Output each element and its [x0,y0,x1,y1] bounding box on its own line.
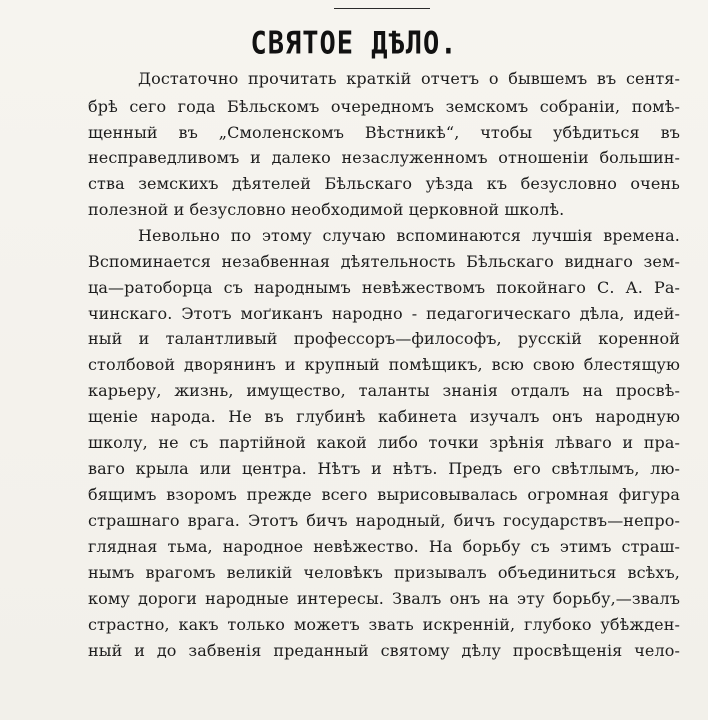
paragraph-2-line-15: кому дороги народные интересы. Звалъ онъ на эту борьбу,—звалъ [88,589,680,608]
paragraph-2-line-3: ца—ратоборца съ народнымъ невѣжествомъ покойнаго С. А. Ра- [88,278,680,297]
paragraph-2-line-9: школу, не съ партійной какой либо точки зрѣнія лѣваго и пра- [88,433,680,452]
paragraph-1-line-3: щенный въ „Смоленскомъ Вѣстникѣ“, чтобы убѣдиться въ [88,123,680,142]
top-rule-divider [334,8,430,9]
paragraph-2-line-8: щеніе народа. Не въ глубинѣ кабинета изучалъ онъ народную [88,407,680,426]
paragraph-2-line-11: бящимъ взоромъ прежде всего вырисовывалась огромная фигура [88,485,680,504]
paragraph-2-line-4: чинскаго. Этотъ моґиканъ народно - педагогическаго дѣла, идей- [88,304,680,323]
paragraph-2-line-6: столбовой дворянинъ и крупный помѣщикъ, всю свою блестящую [88,355,680,374]
paragraph-1-line-4: несправедливомъ и далеко незаслуженномъ отношеніи большин- [88,148,680,167]
paragraph-2-line-14: нымъ врагомъ великій человѣкъ призывалъ объединиться всѣхъ, [88,563,680,582]
paragraph-2-line-17: ный и до забвенія преданный святому дѣлу просвѣщенія чело- [88,641,680,660]
paragraph-1-line-5: ства земскихъ дѣятелей Бѣльскаго уѣзда къ безусловно очень [88,174,680,193]
paragraph-2-line-16: страстно, какъ только можетъ звать искренній, глубоко убѣжден- [88,615,680,634]
paragraph-1-line-6: полезной и безусловно необходимой церковной школѣ. [88,200,565,219]
paragraph-2-line-2: Вспоминается незабвенная дѣятельность Бѣльскаго виднаго зем- [88,252,680,271]
paragraph-2-line-10: ваго крыла или центра. Нѣтъ и нѣтъ. Предъ его свѣтлымъ, лю- [88,459,680,478]
paragraph-2-line-12: страшнаго врага. Этотъ бичъ народный, бичъ государствъ—непро- [88,511,680,530]
paragraph-2-line-7: карьеру, жизнь, имущество, таланты знанія отдалъ на просвѣ- [88,381,680,400]
paragraph-2-line-13: глядная тьма, народное невѣжество. На борьбу съ этимъ страш- [88,537,680,556]
paragraph-1-line-1: Достаточно прочитать краткій отчетъ о бывшемъ въ сентя- [138,69,680,88]
paragraph-1-line-2: брѣ сего года Бѣльскомъ очередномъ земскомъ собраніи, помѣ- [88,97,680,116]
paragraph-2-line-5: ный и талантливый профессоръ—философъ, русскій коренной [88,329,680,348]
document-title: СВЯТОЕ ДѢЛО. [250,25,458,62]
paragraph-2-line-1: Невольно по этому случаю вспоминаются лучшія времена. [138,226,680,245]
